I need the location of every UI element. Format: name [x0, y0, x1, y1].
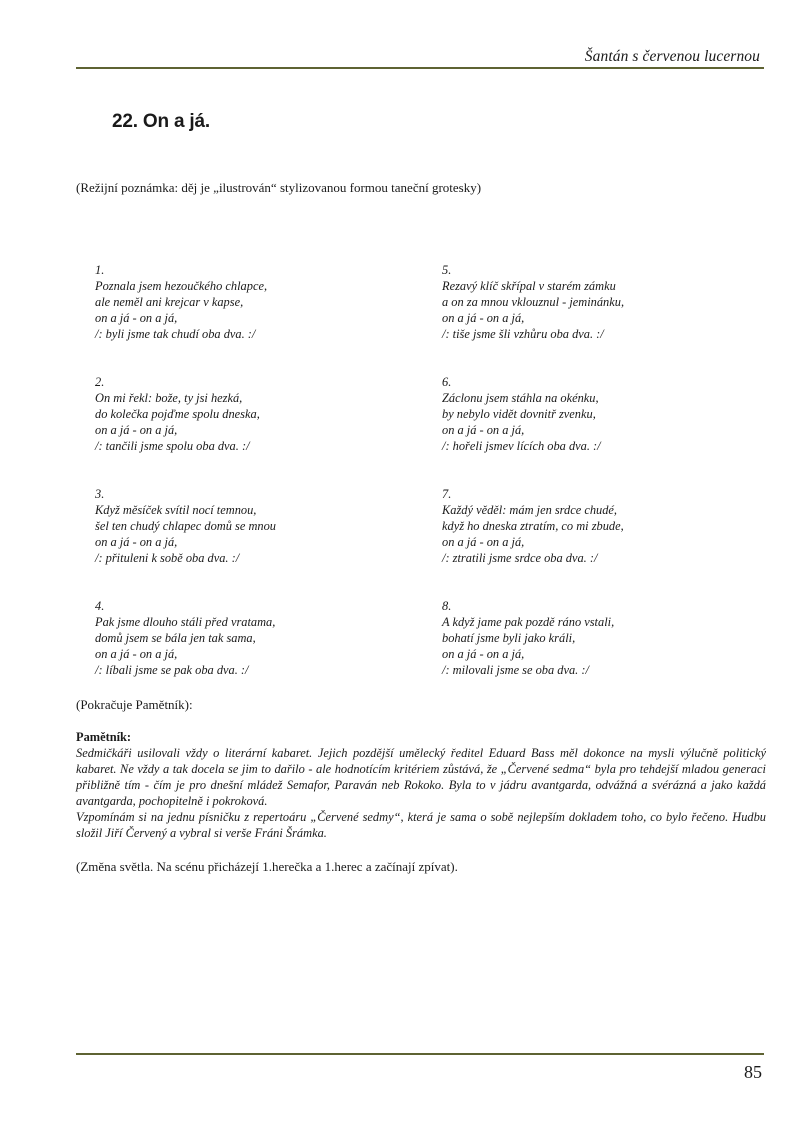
- verse-line: on a já - on a já,: [442, 311, 525, 325]
- verse-number: 1.: [95, 263, 105, 277]
- verse-line: on a já - on a já,: [442, 647, 525, 661]
- verse-line: Rezavý klíč skřípal v starém zámku: [442, 279, 616, 293]
- verse-number: 6.: [442, 375, 452, 389]
- verse-number: 4.: [95, 599, 105, 613]
- stage-note-closing: (Změna světla. Na scénu přicházejí 1.herečka a 1.herec a začínají zpívat).: [76, 859, 458, 874]
- verse-line: Pak jsme dlouho stáli před vratama,: [95, 615, 276, 629]
- verse-number: 2.: [95, 375, 105, 389]
- verse-line: /: ztratili jsme srdce oba dva. :/: [442, 551, 598, 565]
- verse-line: /: milovali jsme se oba dva. :/: [442, 663, 589, 677]
- verse-line: /: líbali jsme se pak oba dva. :/: [95, 663, 249, 677]
- verse-number: 3.: [95, 487, 105, 501]
- verses-column-left: [95, 262, 395, 710]
- verse: [442, 262, 742, 342]
- verse-line: on a já - on a já,: [95, 535, 178, 549]
- verse-line: ale neměl ani krejcar v kapse,: [95, 295, 244, 309]
- verse-line: Poznala jsem hezoučkého chlapce,: [95, 279, 268, 293]
- verse-line: Záclonu jsem stáhla na okénku,: [442, 391, 599, 405]
- verse-line: On mi řekl: bože, ty jsi hezká,: [95, 391, 243, 405]
- verse: [95, 486, 395, 566]
- verse-line: by nebylo vidět dovnitř zvenku,: [442, 407, 596, 421]
- verse-line: a on za mnou vklouznul - jeminánku,: [442, 295, 625, 309]
- verse: [442, 598, 742, 678]
- verse-line: on a já - on a já,: [442, 423, 525, 437]
- header-rule: [76, 67, 764, 69]
- verse-line: bohatí jsme byli jako králi,: [442, 631, 576, 645]
- verse-line: /: hořeli jsmev lících oba dva. :/: [442, 439, 601, 453]
- verse: [95, 262, 395, 342]
- verse-line: A když jame pak pozdě ráno vstali,: [442, 615, 615, 629]
- speaker-name: Pamětník:: [76, 730, 132, 744]
- narrator-paragraph: Vzpomínám si na jednu písničku z repertoáru „Červené sedmy“, která je sama o sobě nejlepším dokladem toho, co bylo řečeno. Hudbu složil Jiří Červený a vybral si verše Fráni Šrámka.: [76, 810, 766, 840]
- verse-line: on a já - on a já,: [95, 311, 178, 325]
- running-title: Šantán s červenou lucernou: [584, 48, 760, 65]
- chapter-title: 22. On a já.: [112, 111, 210, 132]
- stage-note-continues: (Pokračuje Pamětník):: [76, 697, 193, 712]
- verse-line: domů jsem se bála jen tak sama,: [95, 631, 256, 645]
- verse-line: on a já - on a já,: [95, 647, 178, 661]
- verse-number: 5.: [442, 263, 452, 277]
- narrator-paragraph: Sedmičkáři usilovali vždy o literární kabaret. Jejich pozdější umělecký ředitel Eduard Bass měl dokonce na mysli výlučně politický kabaret. Ne vždy a tak docela se jim to dařilo - ale hodnotícím kritériem zůstává, že „Červené sedma“ byla pro tehdejší mladou generaci přibližně tím - čím je pro dnešní mládež Semafor, Paraván neb Rokoko. Byla to v jádru avantgarda, odvážná a svérázná a jako každá avantgarda, pochopitelně i pokroková.: [76, 746, 766, 808]
- verse-line: on a já - on a já,: [95, 423, 178, 437]
- page-number: 85: [744, 1062, 762, 1082]
- verse-line: Každý věděl: mám jen srdce chudé,: [442, 503, 618, 517]
- verse-line: on a já - on a já,: [442, 535, 525, 549]
- verse-line: šel ten chudý chlapec domů se mnou: [95, 519, 276, 533]
- verse-line: /: tančili jsme spolu oba dva. :/: [95, 439, 250, 453]
- verse-line: když ho dneska ztratím, co mi zbude,: [442, 519, 624, 533]
- verse-line: /: tiše jsme šli vzhůru oba dva. :/: [442, 327, 604, 341]
- verse-line: Když měsíček svítil nocí temnou,: [95, 503, 257, 517]
- verse-number: 7.: [442, 487, 452, 501]
- stage-note-opening: (Režijní poznámka: děj je „ilustrován“ stylizovanou formou taneční grotesky): [76, 180, 482, 195]
- verse: [442, 486, 742, 566]
- verse: [95, 374, 395, 454]
- verse-line: /: přituleni k sobě oba dva. :/: [95, 551, 240, 565]
- verse: [442, 374, 742, 454]
- footer-rule: [76, 1053, 764, 1055]
- verse-line: /: byli jsme tak chudí oba dva. :/: [95, 327, 256, 341]
- verse: [95, 598, 395, 678]
- verse-number: 8.: [442, 599, 452, 613]
- verse-line: do kolečka pojďme spolu dneska,: [95, 407, 260, 421]
- verses-column-right: [442, 262, 742, 710]
- narrator-block: [76, 729, 766, 841]
